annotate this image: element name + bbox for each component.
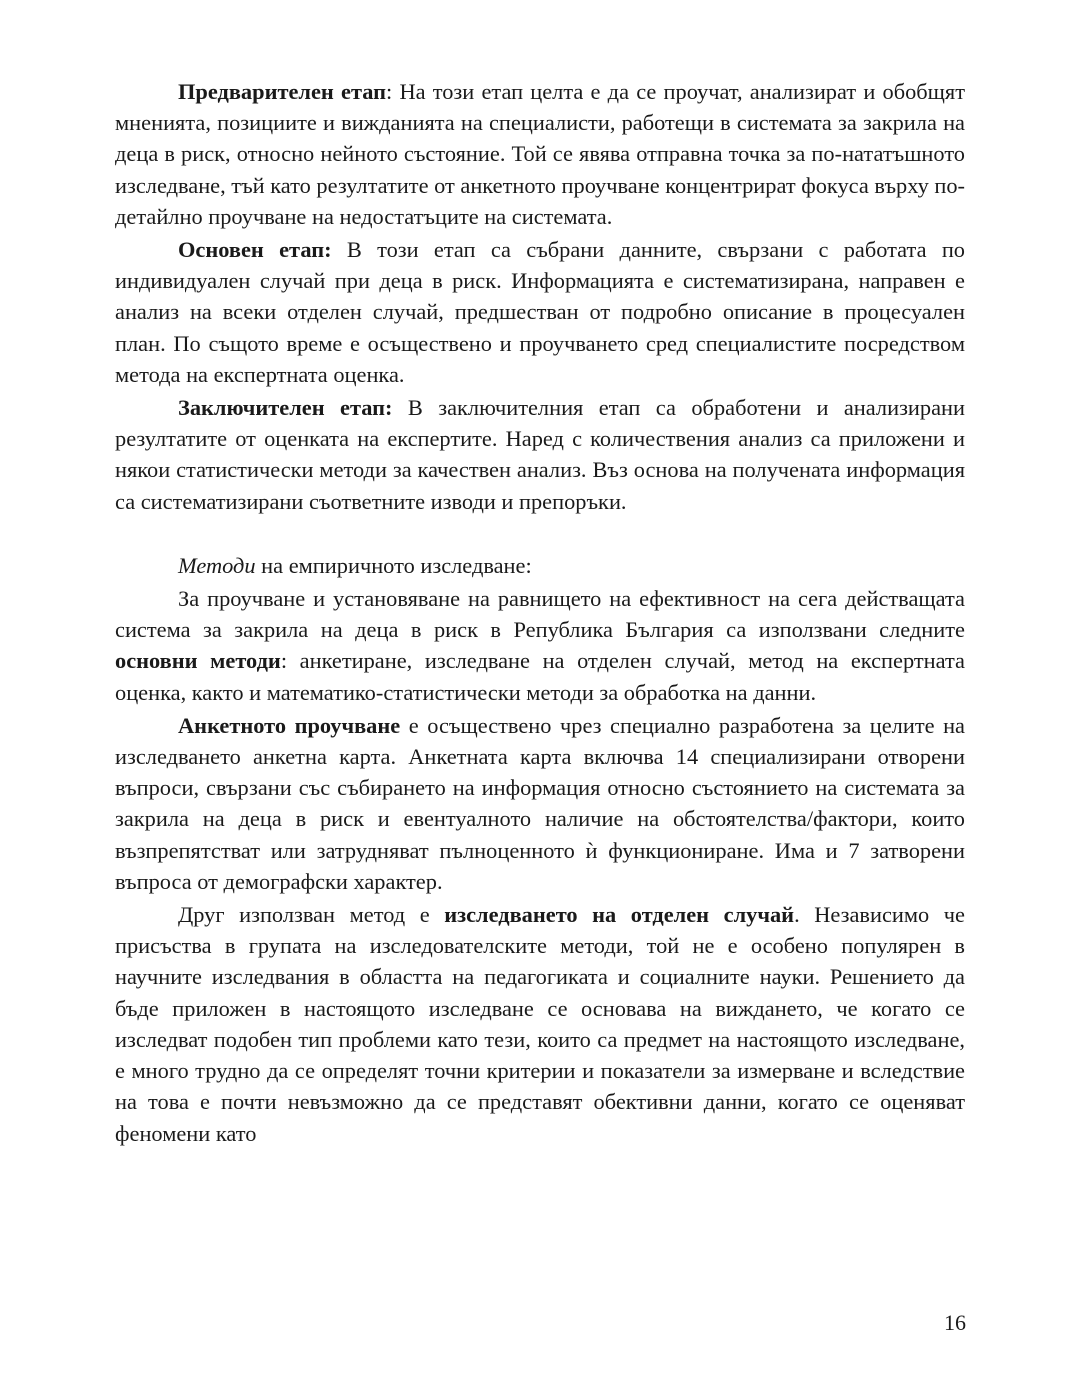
paragraph-survey bbox=[115, 710, 965, 897]
paragraph-final-stage bbox=[115, 392, 965, 517]
paragraph-lead: Основен етап: bbox=[178, 237, 332, 263]
paragraph-text: : На този етап целта е да се проучат, анализират и обобщят мненията, позициите и вижданията на специалисти, работещи в системата за закрила на деца в риск, относно нейното състояние. Той се явява отправна точка за по-нататъшното изследване, тъй като резултатите от анкетното проучване концентрират фокуса върху по-детайлно проучване на недостатъците на системата. bbox=[115, 79, 965, 229]
paragraph-lead: Заключителен етап: bbox=[178, 395, 393, 421]
paragraph-bold-term: изследването на отделен случай bbox=[444, 902, 795, 928]
paragraph-lead-italic: Методи bbox=[178, 552, 256, 578]
paragraph-main-stage bbox=[115, 234, 965, 390]
paragraph-preliminary-stage bbox=[115, 76, 965, 232]
paragraph-lead: Предварителен етап bbox=[178, 79, 387, 104]
document-page bbox=[115, 76, 965, 1151]
page-number: 16 bbox=[944, 1310, 966, 1335]
paragraph-text-before: Друг използван метод е bbox=[178, 902, 445, 928]
paragraph-spacer bbox=[115, 519, 965, 550]
paragraph-text-before: За проучване и установяване на равнището на ефективност на сега действащата система за закрила на деца в риск в Република България са използвани следните bbox=[115, 586, 965, 643]
paragraph-text-after: . Независимо че присъства в групата на изследователските методи, той не е особено популярен в научните изследвания в областта на педагогиката и социалните науки. Решението да бъде приложен в настоящото изследване се основава на виждането, че когато се изследват подобен тип проблеми като тези, които са предмет на настоящото изследване, е много трудно да се определят точни критерии и показатели за измерване и вследствие на това е почти невъзможно да се представят обективни данни, когато се оценяват феномени като bbox=[115, 902, 965, 1146]
paragraph-text: В заключителния етап са обработени и анализирани резултатите от оценката на експертите. Наред с количествения анализ са приложени и някои статистически методи за качествен анализ. Въз основа на получената информация са систематизирани съответните изводи и препоръки. bbox=[115, 395, 965, 514]
paragraph-methods-heading bbox=[115, 550, 965, 581]
paragraph-main-methods bbox=[115, 583, 965, 708]
paragraph-case-study bbox=[115, 899, 965, 1149]
paragraph-lead: Анкетното проучване bbox=[178, 712, 401, 738]
paragraph-bold-term: основни методи bbox=[115, 648, 281, 674]
paragraph-text: е осъществено чрез специално разработена за целите на изследването анкетна карта. Анкетната карта включва 14 специализирани отворени въпроси, свързани със събирането на информация относно състоянието на системата за закрила на деца в риск и евентуалното наличие на обстоятелства/фактори, които възпрепятстват или затрудняват пълноценното ѝ функциониране. Има и 7 затворени въпроса от демографски характер. bbox=[115, 712, 965, 894]
paragraph-text: В този етап са събрани данните, свързани с работата по индивидуален случай при деца в риск. Информацията е систематизирана, направен е анализ на всеки отделен случай, предшестван от подробно описание в процесуален план. По същото време е осъществено и проучването сред специалистите посредством метода на експертната оценка. bbox=[115, 237, 965, 387]
paragraph-text-after: : анкетиране, изследване на отделен случай, метод на експертната оценка, както и математико-статистически методи за обработка на данни. bbox=[115, 648, 965, 705]
paragraph-text: на емпиричното изследване: bbox=[255, 552, 532, 578]
